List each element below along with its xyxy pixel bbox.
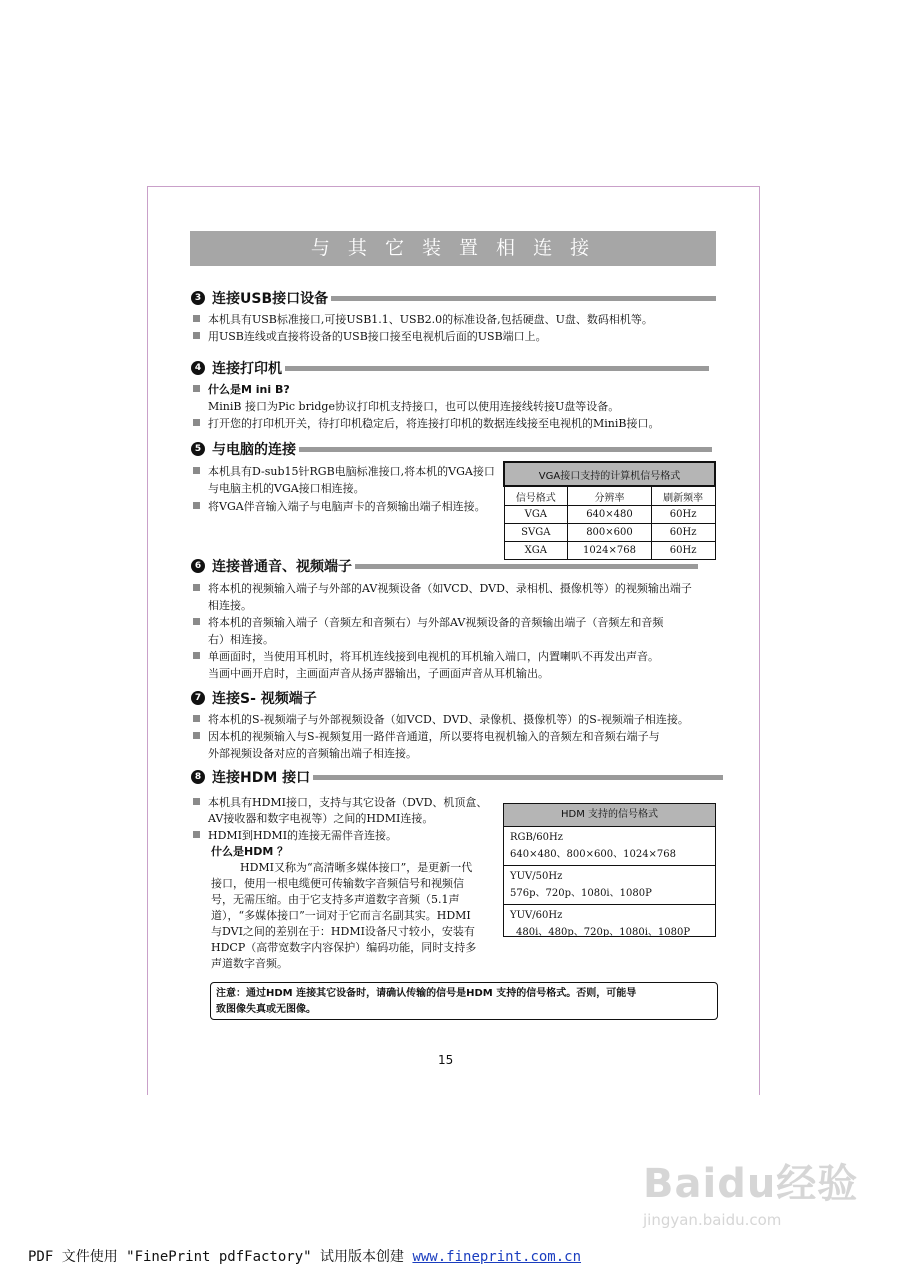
- table-cell: XGA: [504, 542, 568, 560]
- answer-line: MiniB 接口为Pic bridge协议打印机支持接口，也可以使用连接线转接U盘等设备。: [208, 400, 620, 413]
- table-row: [504, 524, 715, 542]
- page-title: 与 其 它 装 置 相 连 接: [190, 231, 716, 266]
- table-cell: 60Hz: [651, 542, 715, 560]
- bullet-line: 单画面时，当使用耳机时，将耳机连线接到电视机的耳机输入端口，内置喇叭不再发出声音。: [193, 650, 659, 664]
- table-row: [504, 866, 715, 905]
- note-box: [210, 982, 718, 1020]
- bullet-square-icon: [193, 467, 200, 474]
- bullet-line: 将本机的视频输入端子与外部的AV视频设备（如VCD、DVD、录相机、摄像机等）的视频输出端子: [193, 582, 692, 596]
- signal-resolutions: 640×480、800×600、1024×768: [510, 849, 677, 860]
- bullet-line: 因本机的视频输入与S-视频复用一路伴音通道，所以要将电视机输入的音频左和音频右端子与: [193, 730, 660, 744]
- continuation-line: 右）相连接。: [208, 633, 274, 646]
- pdf-footer: [28, 1246, 581, 1266]
- section-title: 与电脑的连接: [212, 442, 296, 458]
- bullet-line: 本机具有USB标准接口,可接USB1.1、USB2.0的标准设备,包括硬盘、U盘、数码相机等。: [193, 313, 653, 327]
- paragraph-line: 号，无需压缩。由于它支持多声道数字音频（5.1声: [211, 893, 460, 906]
- bullet-line: 用USB连线或直接将设备的USB接口接至电视机后面的USB端口上。: [193, 330, 547, 344]
- signal-type: RGB/60Hz: [510, 832, 563, 843]
- bullet-square-icon: [193, 715, 200, 722]
- table-cell: 640×480: [568, 506, 652, 524]
- section-heading-pc: [191, 439, 712, 459]
- section-number-badge: 5: [191, 442, 205, 456]
- bullet-line: 本机具有D-sub15针RGB电脑标准接口,将本机的VGA接口: [193, 465, 495, 479]
- heading-rule: [313, 775, 723, 780]
- table-caption: VGA接口支持的计算机信号格式: [504, 462, 715, 486]
- heading-rule: [285, 366, 709, 371]
- section-title: 连接HDM 接口: [212, 770, 311, 786]
- paragraph-line: 声道数字音频。: [211, 957, 288, 970]
- section-number-badge: 3: [191, 291, 205, 305]
- hdmi-signal-table: [503, 803, 716, 937]
- continuation-line: 外部视频设备对应的音频输出端子相连接。: [208, 747, 417, 760]
- signal-resolutions: 576p、720p、1080i、1080P: [510, 888, 652, 899]
- bullet-square-icon: [193, 798, 200, 805]
- section-title: 连接USB接口设备: [212, 291, 329, 307]
- bullet-line: HDMI到HDMI的连接无需伴音连接。: [193, 829, 397, 843]
- bullet-square-icon: [193, 584, 200, 591]
- watermark-logo: Baidu经验: [643, 1161, 859, 1207]
- bullet-square-icon: [193, 502, 200, 509]
- bullet-line: 什么是M ini B?: [193, 383, 290, 397]
- paragraph-line: 接口，使用一根电缆便可传输数字音频信号和视频信: [211, 877, 464, 890]
- table-cell: 60Hz: [651, 524, 715, 542]
- heading-rule: [299, 447, 712, 452]
- table-header: 分辨率: [568, 486, 652, 506]
- heading-rule: [331, 296, 716, 301]
- bullet-square-icon: [193, 332, 200, 339]
- paragraph-line: HDMI又称为“高清晰多媒体接口”，是更新一代: [240, 861, 473, 874]
- table-row: [504, 905, 715, 943]
- table-header: 刷新频率: [651, 486, 715, 506]
- continuation-line: AV接收器和数字电视等）之间的HDMI连接。: [208, 812, 434, 825]
- continuation-line: 与电脑主机的VGA接口相连接。: [208, 482, 365, 495]
- table-cell: VGA: [504, 506, 568, 524]
- section-heading-printer: [191, 358, 709, 378]
- bullet-line: 将本机的S-视频端子与外部视频设备（如VCD、DVD、录像机、摄像机等）的S-视频端子相连接。: [193, 713, 689, 727]
- note-line: 致图像失真或无图像。: [216, 1004, 316, 1015]
- table-row: [504, 827, 715, 866]
- bullet-square-icon: [193, 315, 200, 322]
- signal-type: YUV/50Hz: [510, 871, 563, 882]
- baidu-watermark: [643, 1152, 863, 1232]
- section-heading-svideo: [191, 688, 317, 708]
- page-number: 15: [438, 1053, 454, 1067]
- vga-signal-table: [503, 461, 716, 560]
- watermark-url: jingyan.baidu.com: [643, 1211, 782, 1229]
- section-title: 连接S- 视频端子: [212, 691, 317, 707]
- signal-resolutions: 480i、480p、720p、1080i、1080P: [516, 927, 691, 938]
- continuation-line: 当画中画开启时，主画面声音从扬声器输出，子画面声音从耳机输出。: [208, 667, 549, 680]
- footer-link[interactable]: www.fineprint.com.cn: [412, 1249, 582, 1265]
- signal-type: YUV/60Hz: [510, 910, 563, 921]
- section-number-badge: 8: [191, 770, 205, 784]
- section-number-badge: 6: [191, 559, 205, 573]
- section-heading-usb: [191, 288, 716, 308]
- section-title: 连接普通音、视频端子: [212, 559, 352, 575]
- table-cell: SVGA: [504, 524, 568, 542]
- bullet-square-icon: [193, 831, 200, 838]
- section-number-badge: 7: [191, 691, 205, 705]
- table-cell: 60Hz: [651, 506, 715, 524]
- paragraph-line: 道），“多媒体接口”一词对于它而言名副其实。HDMI: [211, 909, 471, 922]
- section-title: 连接打印机: [212, 361, 282, 377]
- heading-rule: [355, 564, 698, 569]
- table-header: 信号格式: [504, 486, 568, 506]
- paragraph-line: HDCP（高带宽数字内容保护）编码功能，同时支持多: [211, 941, 477, 954]
- bullet-square-icon: [193, 652, 200, 659]
- bullet-square-icon: [193, 419, 200, 426]
- table-caption: HDM 支持的信号格式: [504, 804, 715, 827]
- bullet-line: 将本机的音频输入端子（音频左和音频右）与外部AV视频设备的音频输出端子（音频左和音频: [193, 616, 663, 630]
- bullet-line: 将VGA伴音输入端子与电脑声卡的音频输出端子相连接。: [193, 500, 486, 514]
- paragraph-line: 与DVI之间的差别在于：HDMI设备尺寸较小，安装有: [211, 925, 475, 938]
- bullet-line: 本机具有HDMI接口，支持与其它设备（DVD、机顶盒、: [193, 796, 487, 810]
- bullet-square-icon: [193, 385, 200, 392]
- section-heading-av: [191, 556, 698, 576]
- footer-text: PDF 文件使用 "FinePrint pdfFactory" 试用版本创建: [28, 1249, 413, 1265]
- bullet-square-icon: [193, 618, 200, 625]
- sub-question: 什么是HDM ？: [211, 845, 289, 858]
- note-line: 注意：通过HDM 连接其它设备时，请确认传输的信号是HDM 支持的信号格式。否则，可能导: [216, 988, 637, 999]
- table-cell: 1024×768: [568, 542, 652, 560]
- table-cell: 800×600: [568, 524, 652, 542]
- bullet-line: 打开您的打印机开关，待打印机稳定后，将连接打印机的数据连线接至电视机的MiniB接口。: [193, 417, 659, 431]
- table-row: [504, 506, 715, 524]
- continuation-line: 相连接。: [208, 599, 252, 612]
- section-heading-hdmi: [191, 767, 723, 787]
- section-number-badge: 4: [191, 361, 205, 375]
- bullet-square-icon: [193, 732, 200, 739]
